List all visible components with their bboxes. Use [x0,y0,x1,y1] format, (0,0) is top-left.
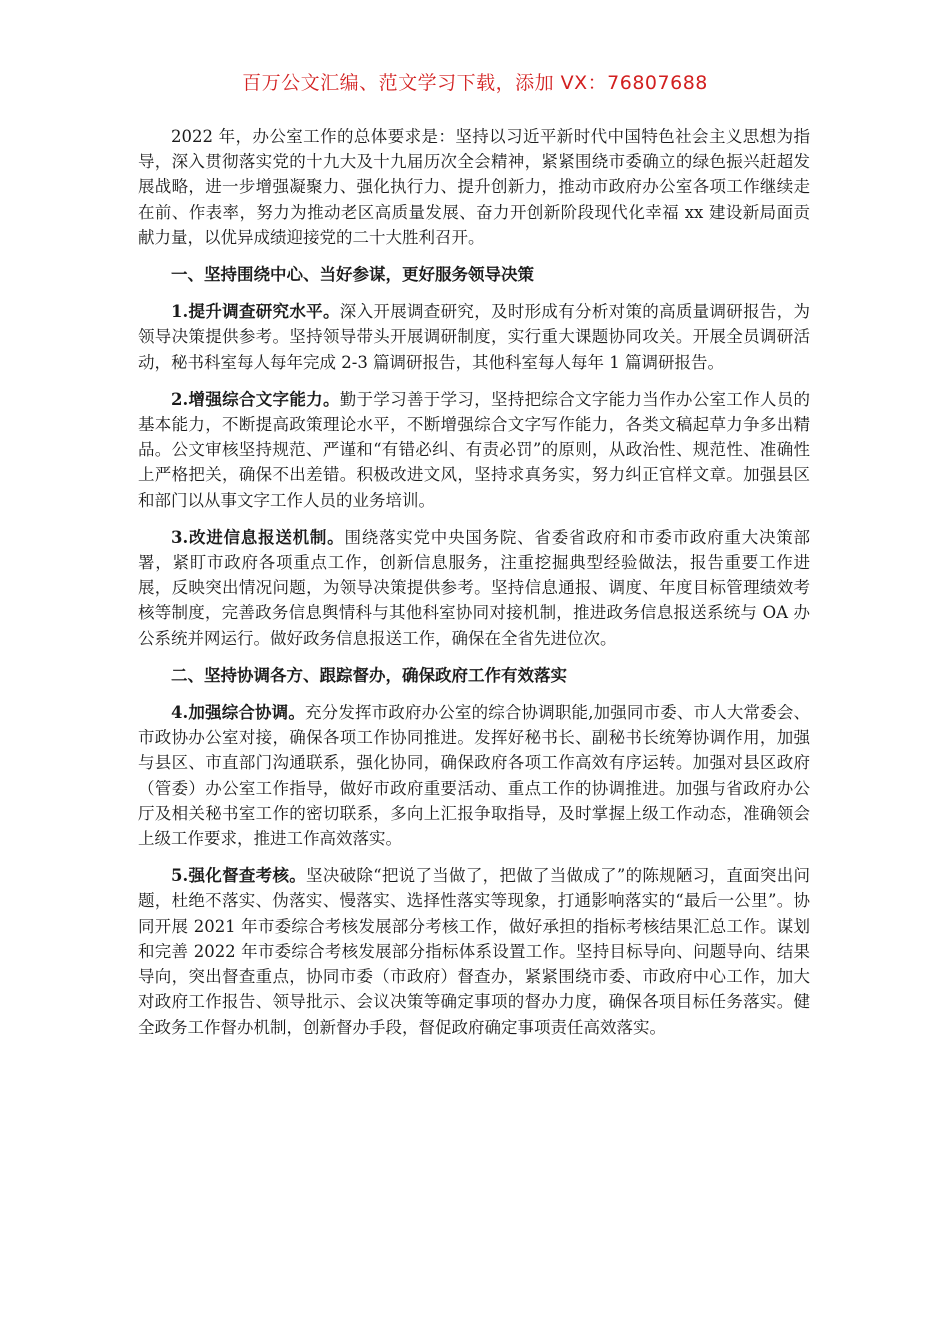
item-paragraph-5 [138,863,810,1039]
item-lead-1: 1.提升调查研究水平。 [171,302,340,322]
item-paragraph-1 [138,299,810,375]
item-lead-4: 4.加强综合协调。 [171,703,305,723]
item-paragraph-4 [138,700,810,851]
item-lead-2: 2.增强综合文字能力。 [171,389,340,409]
item-text-3: 围绕落实党中央国务院、省委省政府和市委市政府重大决策部署，紧盯市政府各项重点工作，创新信息服务，注重挖掘典型经验做法，报告重要工作进展，反映突出情况问题，为领导决策提供参考。坚持信息通报、调度、年度目标管理绩效考核等制度，完善政务信息舆情科与其他科室协同对接机制，推进政务信息报送系统与 OA 办公系统并网运行。做好政务信息报送工作，确保在全省先进位次。 [138,527,811,648]
intro-paragraph: 2022 年，办公室工作的总体要求是：坚持以习近平新时代中国特色社会主义思想为指导，深入贯彻落实党的十九大及十九届历次全会精神，紧紧围绕市委确立的绿色振兴赶超发展战略，进一步增强凝聚力、强化执行力、提升创新力，推动市政府办公室各项工作继续走在前、作表率，努力为推动老区高质量发展、奋力开创新阶段现代化幸福 xx 建设新局面贡献力量，以优异成绩迎接党的二十大胜利召开。 [138,127,810,247]
section-heading-1: 一、坚持围绕中心、当好参谋，更好服务领导决策 [171,265,534,285]
item-text-5: 坚决破除“把说了当做了，把做了当做成了”的陈规陋习，直面突出问题，杜绝不落实、伪落实、慢落实、选择性落实等现象，打通影响落实的“最后一公里”。协同开展 2021 年市委综合考核发展部分考核工作，做好承担的指标考核结果汇总工作。谋划和完善 2022 年市委综合考核发展部分指标体系设置工作。坚持目标导向、问题导向、结果导向，突出督查重点，协同市委（市政府）督查办，紧紧围绕市委、市政府中心工作，加大对政府工作报告、领导批示、会议决策等确定事项的督办力度，确保各项目标任务落实。健全政务工作督办机制，创新督办手段，督促政府确定事项责任高效落实。 [138,866,810,1037]
item-text-4: 充分发挥市政府办公室的综合协调职能,加强同市委、市人大常委会、市政协办公室对接，确保各项工作协同推进。发挥好秘书长、副秘书长统筹协调作用，加强与县区、市直部门沟通联系，强化协同，确保政府各项工作高效有序运转。加强对县区政府（管委）办公室工作指导，做好市政府重要活动、重点工作的协调推进。加强与省政府办公厅及相关秘书室工作的密切联系，多向上汇报争取指导，及时掌握上级工作动态，准确领会上级工作要求，推进工作高效落实。 [138,703,810,849]
item-lead-5: 5.强化督查考核。 [171,866,307,886]
watermark-banner: 百万公文汇编、范文学习下载，添加 VX：76807688 [242,72,708,94]
item-paragraph-3 [138,525,810,651]
item-lead-3: 3.改进信息报送机制。 [171,527,345,547]
section-heading-2: 二、坚持协调各方、跟踪督办，确保政府工作有效落实 [171,665,567,685]
item-paragraph-2 [138,387,810,513]
item-text-2: 勤于学习善于学习，坚持把综合文字能力当作办公室工作人员的基本能力，不断提高政策理论水平，不断增强综合文字写作能力，各类文稿起草力争多出精品。公文审核坚持规范、严谨和“有错必纠、有责必罚”的原则，从政治性、规范性、准确性上严格把关，确保不出差错。积极改进文风，坚持求真务实，努力纠正官样文章。加强县区和部门以从事文字工作人员的业务培训。 [138,389,811,510]
document-body [138,124,810,1052]
item-text-1: 深入开展调查研究，及时形成有分析对策的高质量调研报告，为领导决策提供参考。坚持领导带头开展调研制度，实行重大课题协同攻关。开展全员调研活动，秘书科室每人每年完成 2-3 篇调研报告，其他科室每人每年 1 篇调研报告。 [138,302,811,372]
